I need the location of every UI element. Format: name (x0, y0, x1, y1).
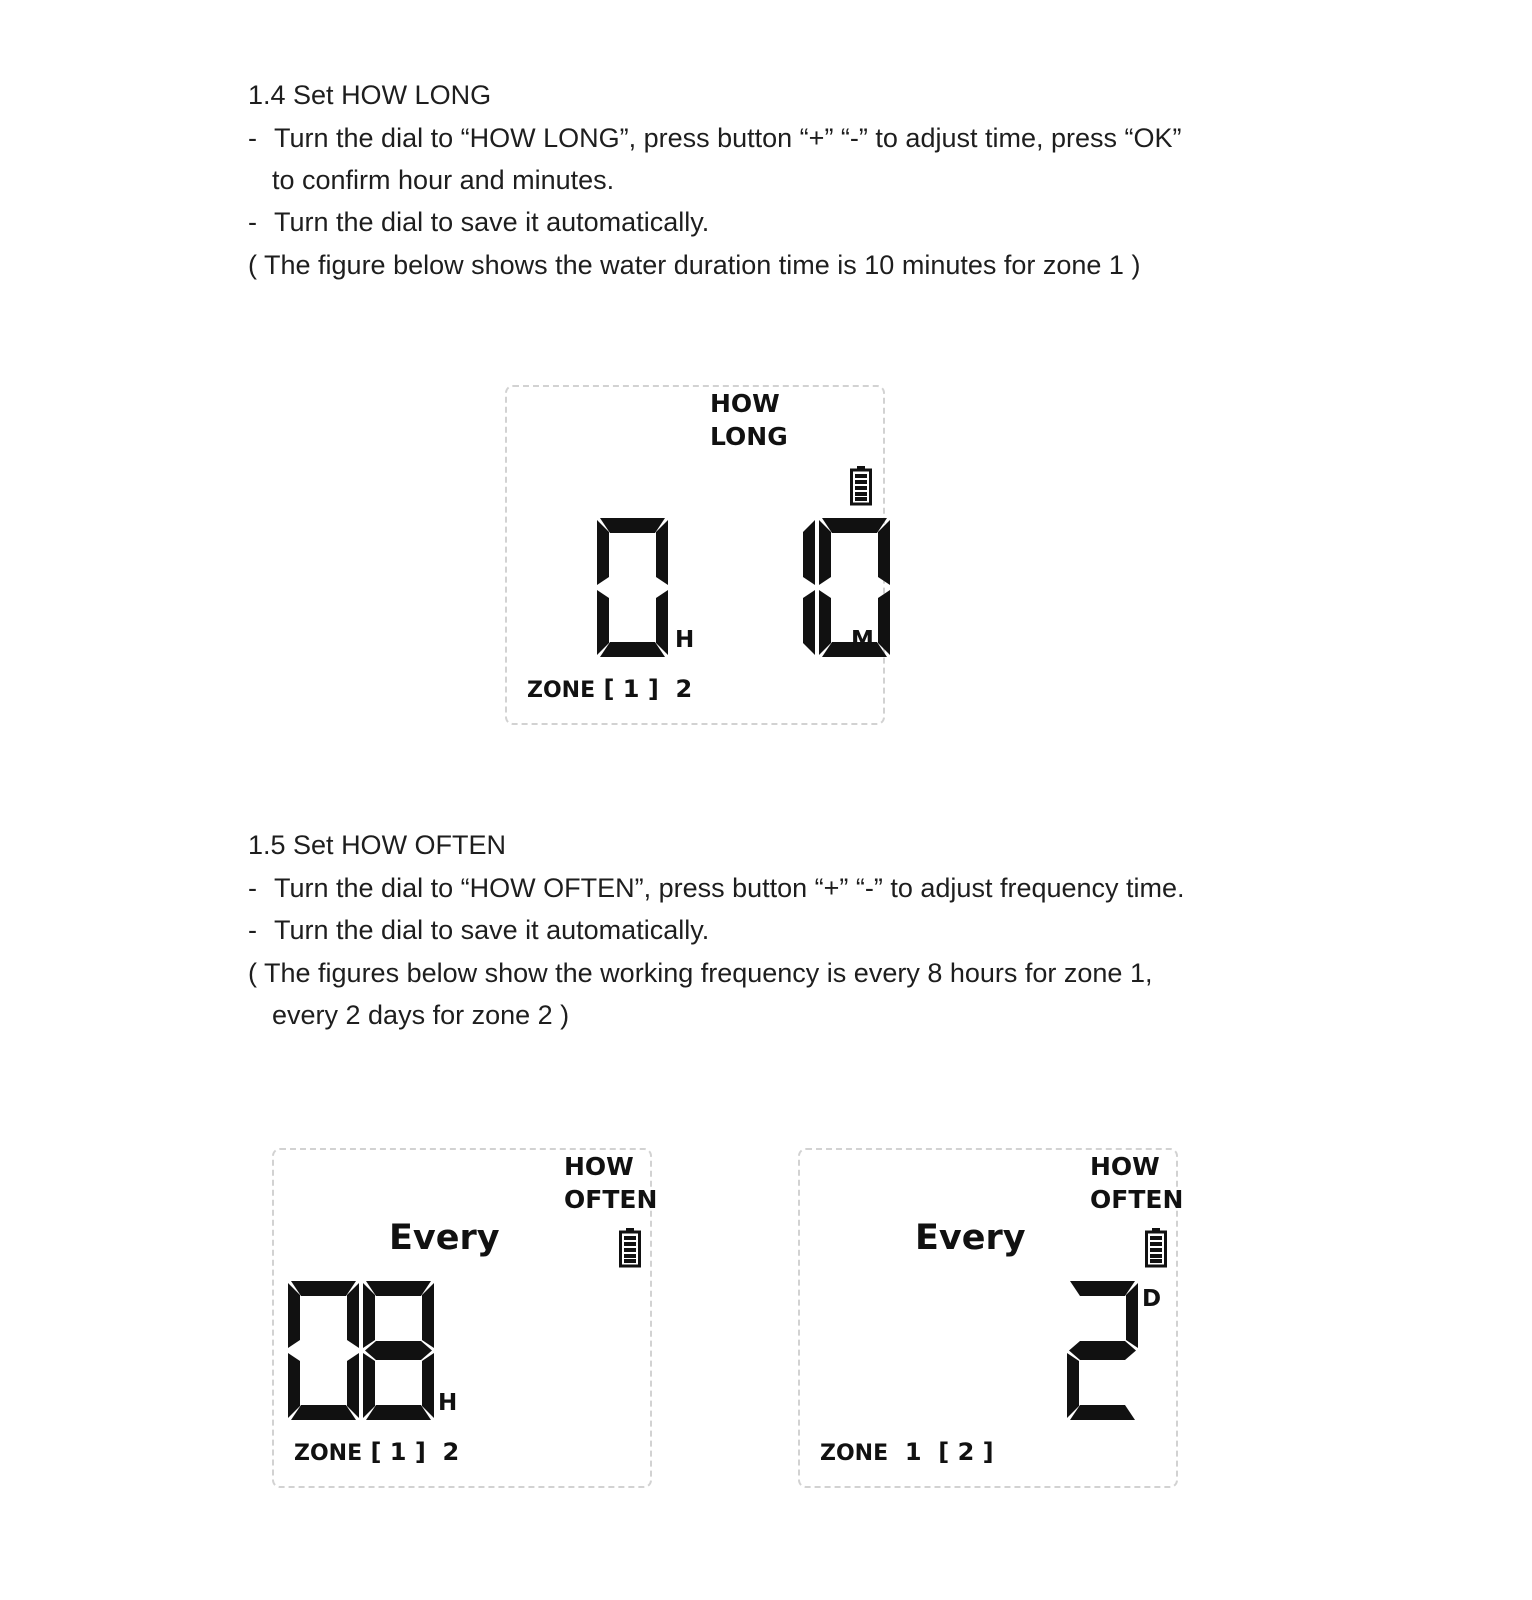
segment-c (803, 590, 815, 655)
zone-label: ZONE (294, 1441, 363, 1466)
hours-digit (595, 515, 670, 660)
instruction-line: Turn the dial to save it automatically. (274, 207, 710, 237)
battery-full-icon (619, 1228, 641, 1268)
segment-f (597, 520, 609, 585)
battery-full-icon (1145, 1228, 1167, 1268)
segment-f (363, 1283, 375, 1348)
instruction-line: Turn the dial to “HOW OFTEN”, press button “+” “-” to adjust frequency time. (274, 873, 1185, 903)
mode-label-often: OFTEN (1090, 1185, 1184, 1214)
zone-selected: [ 2 ] (938, 1438, 994, 1466)
digit-0 (288, 1281, 359, 1420)
mode-label-how: HOW (564, 1152, 634, 1181)
minutes-digits (742, 515, 846, 660)
mode-label-often: OFTEN (564, 1185, 658, 1214)
days-unit-label: D (1142, 1286, 1162, 1312)
segment-e (363, 1353, 375, 1418)
instruction-line: Turn the dial to “HOW LONG”, press button “+” “-” to adjust time, press “OK” (274, 123, 1182, 153)
segment-b (803, 520, 815, 585)
digit-1 (803, 520, 815, 655)
figure-note: every 2 days for zone 2 ) (272, 1000, 570, 1030)
zone-indicator (820, 1438, 994, 1466)
digit-2 (1067, 1281, 1138, 1420)
segment-a (366, 1281, 431, 1296)
zone-other: 2 (442, 1438, 460, 1466)
lcd-panel-how-long (505, 385, 885, 725)
segment-c (347, 1353, 359, 1418)
segment-d (600, 642, 665, 657)
segment-d (291, 1405, 356, 1420)
segment-f (819, 520, 831, 585)
every-label: Every (915, 1218, 1026, 1258)
seven-segment-display (1065, 1278, 1140, 1423)
segment-c (878, 590, 890, 655)
zone-selected: [ 1 ] (603, 675, 659, 703)
frequency-digits (1065, 1278, 1140, 1423)
mode-label-long: LONG (710, 422, 788, 451)
zone-other: 2 (675, 675, 693, 703)
segment-a (822, 518, 887, 533)
segment-a (291, 1281, 356, 1296)
segment-e (597, 590, 609, 655)
hours-unit-label: H (675, 627, 695, 653)
segment-d (1070, 1405, 1135, 1420)
zone-label: ZONE (820, 1441, 889, 1466)
mode-label-how: HOW (710, 389, 780, 418)
zone-other: 1 (904, 1438, 922, 1466)
segment-b (347, 1283, 359, 1348)
section-1-4-title: 1.4 Set HOW LONG (248, 80, 492, 110)
instruction-line: to confirm hour and minutes. (272, 165, 615, 195)
bullet-dash: - (248, 915, 257, 945)
instruction-line: Turn the dial to save it automatically. (274, 915, 710, 945)
bullet-dash: - (248, 123, 257, 153)
bullet-dash: - (248, 207, 257, 237)
bullet-dash: - (248, 873, 257, 903)
digit-0 (597, 518, 668, 657)
segment-g (365, 1341, 432, 1360)
zone-indicator (527, 675, 692, 703)
segment-e (288, 1353, 300, 1418)
battery-full-icon (850, 466, 872, 506)
frequency-digits (286, 1278, 436, 1423)
mode-label-how: HOW (1090, 1152, 1160, 1181)
segment-b (422, 1283, 434, 1348)
segment-b (656, 520, 668, 585)
segment-a (600, 518, 665, 533)
segment-f (288, 1283, 300, 1348)
figure-note: ( The figure below shows the water duration time is 10 minutes for zone 1 ) (248, 250, 1141, 280)
every-label: Every (389, 1218, 500, 1258)
zone-selected: [ 1 ] (370, 1438, 426, 1466)
hours-unit-label: H (438, 1390, 458, 1416)
segment-b (1126, 1283, 1138, 1348)
zone-indicator (294, 1438, 459, 1466)
figure-note: ( The figures below show the working frequency is every 8 hours for zone 1, (248, 958, 1153, 988)
section-1-5-title: 1.5 Set HOW OFTEN (248, 830, 507, 860)
minutes-unit-label: M (851, 627, 874, 653)
seven-segment-display (286, 1278, 436, 1423)
segment-c (656, 590, 668, 655)
zone-label: ZONE (527, 678, 596, 703)
segment-e (1067, 1353, 1079, 1418)
segment-g (1069, 1341, 1136, 1360)
digit-8 (363, 1281, 434, 1420)
lcd-panel-how-often-zone2 (798, 1148, 1184, 1488)
segment-a (1070, 1281, 1135, 1296)
segment-d (366, 1405, 431, 1420)
segment-e (819, 590, 831, 655)
seven-segment-display (595, 515, 670, 660)
segment-b (878, 520, 890, 585)
segment-c (422, 1353, 434, 1418)
lcd-panel-how-often-zone1 (272, 1148, 658, 1488)
